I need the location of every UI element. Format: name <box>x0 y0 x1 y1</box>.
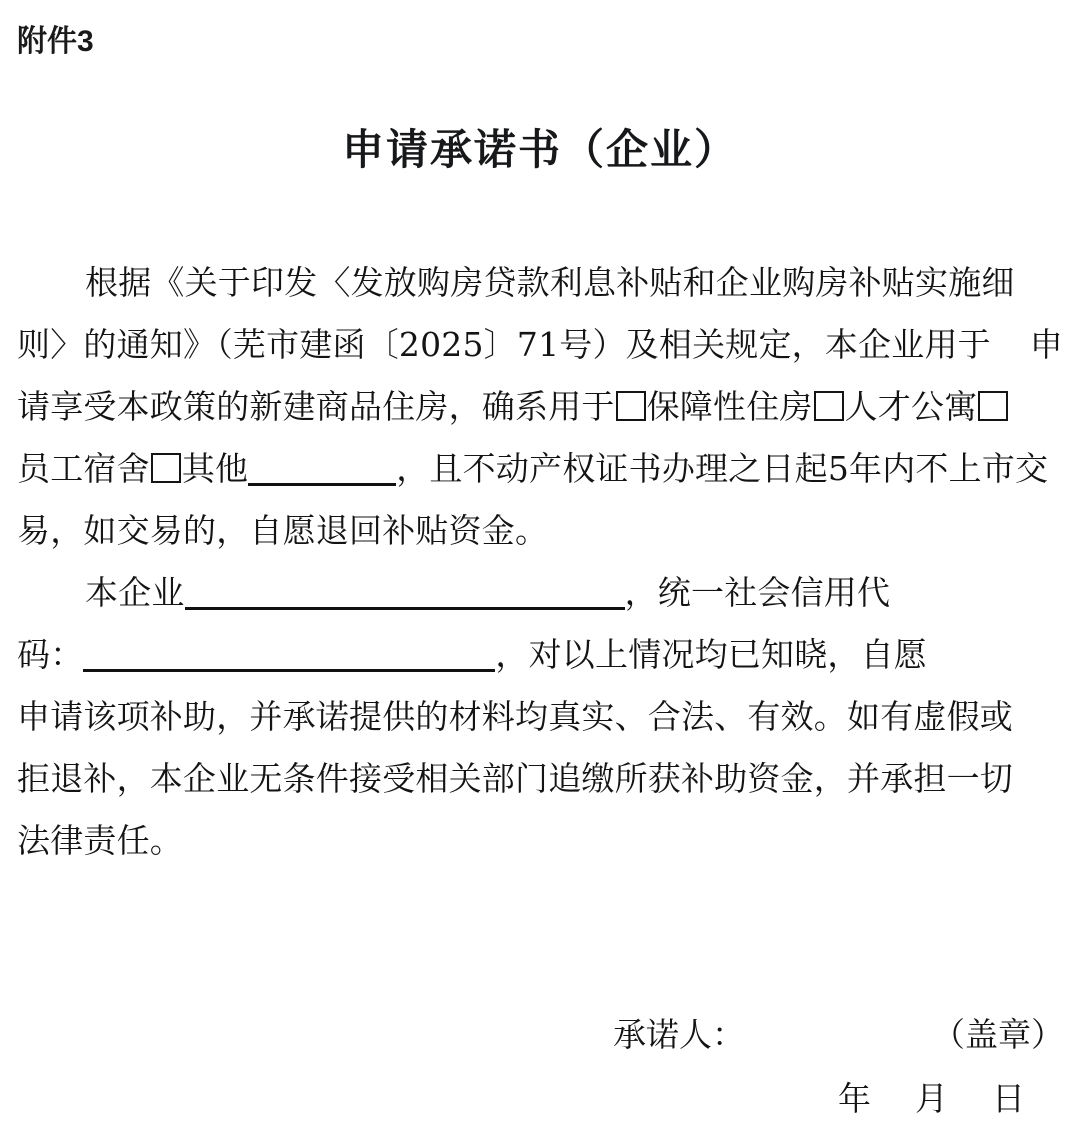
promisor-label: 承诺人： <box>613 1015 745 1054</box>
body-line-9-text: 拒退补，本企业无条件接受相关部门追缴所获补助资金，并承担一切 <box>17 759 1013 798</box>
option-label-1: 保障性住房 <box>646 387 813 426</box>
body-line-3 <box>17 376 1063 438</box>
body-line-7 <box>17 624 1063 686</box>
attachment-label: 附件3 <box>17 25 94 58</box>
body-line-5 <box>17 500 1063 562</box>
checkbox-option-3[interactable] <box>978 391 1008 421</box>
page-title: 申请承诺书（企业） <box>341 125 738 174</box>
body-line-2 <box>17 314 1063 376</box>
checkbox-option-1[interactable] <box>616 391 646 421</box>
body-line-7-tail: ，对以上情况均已知晓，自愿 <box>495 635 928 674</box>
option-label-2: 人才公寓 <box>844 387 978 426</box>
body-line-2-tail: 申 <box>1029 325 1063 364</box>
signature-row <box>0 1003 1080 1067</box>
checkbox-option-4[interactable] <box>151 453 181 483</box>
day-label: 日 <box>992 1079 1025 1118</box>
body-line-10 <box>17 810 1063 872</box>
checkbox-option-2[interactable] <box>814 391 844 421</box>
year-label: 年 <box>838 1079 871 1118</box>
body-line-4-tail: ，且不动产权证书办理之日起5年内不上市交 <box>396 449 1049 488</box>
body-line-6 <box>17 562 1063 624</box>
document-body <box>17 252 1063 872</box>
company-name-label: 本企业 <box>85 573 185 612</box>
company-name-input[interactable] <box>185 581 625 610</box>
month-label: 月 <box>915 1079 948 1118</box>
credit-code-input[interactable] <box>83 643 495 672</box>
signature-block <box>0 1003 1080 1131</box>
option-label-4: 其他 <box>181 449 249 488</box>
other-option-input[interactable] <box>248 457 396 486</box>
body-line-6-tail: ，统一社会信用代 <box>624 573 891 612</box>
body-line-9 <box>17 748 1063 810</box>
body-line-1 <box>17 252 1063 314</box>
date-row <box>0 1067 1080 1131</box>
body-line-1-text: 根据《关于印发〈发放购房贷款利息补贴和企业购房补贴实施细 <box>85 263 1015 302</box>
body-line-8 <box>17 686 1063 748</box>
body-line-4 <box>17 438 1063 500</box>
seal-note: （盖章） <box>932 1015 1064 1054</box>
body-line-3-prefix: 请享受本政策的新建商品住房，确系用于 <box>17 387 615 426</box>
body-line-10-text: 法律责任。 <box>17 821 183 860</box>
credit-code-label: 码： <box>17 635 84 674</box>
body-line-2-prefix: 则〉的通知》（芜市建函〔2025〕71号）及相关规定，本企业用于 <box>17 325 991 364</box>
option-label-3: 员工宿舍 <box>17 449 150 488</box>
date-fields <box>838 1067 1025 1131</box>
body-line-8-text: 申请该项补助，并承诺提供的材料均真实、合法、有效。如有虚假或 <box>17 697 1013 736</box>
body-line-5-text: 易，如交易的，自愿退回补贴资金。 <box>17 511 549 550</box>
